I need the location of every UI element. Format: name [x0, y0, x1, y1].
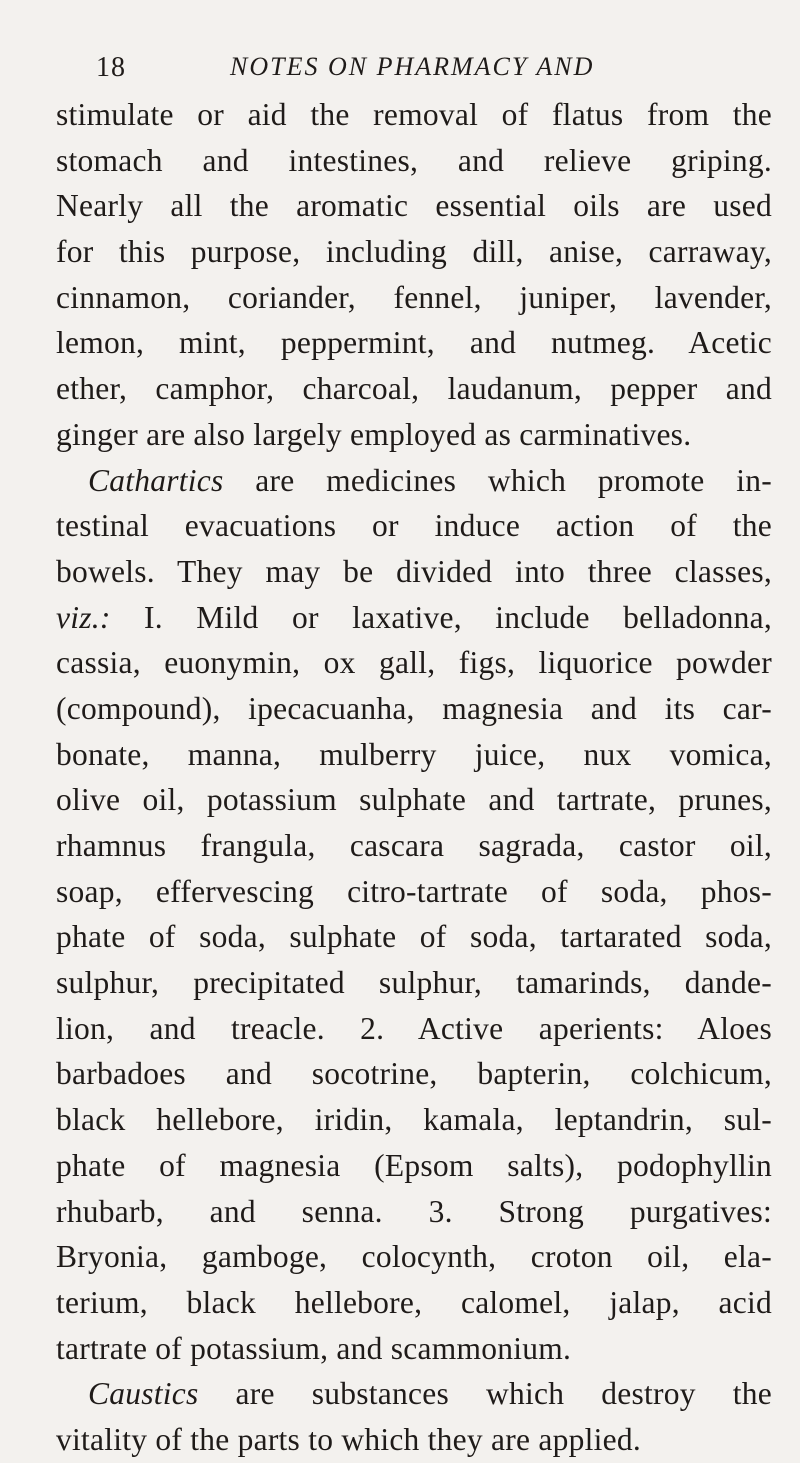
text-line	[56, 1280, 772, 1326]
text-run: are substances which destroy the	[198, 1376, 772, 1412]
italic-term: Cathartics	[88, 462, 224, 498]
text-line	[56, 1417, 772, 1463]
text-line	[56, 320, 772, 366]
text-run: rhamnus frangula, cascara sagrada, castor oil,	[56, 828, 772, 863]
text-line	[56, 1371, 772, 1417]
text-line	[56, 1006, 772, 1052]
text-run: olive oil, potassium sulphate and tartrate, prunes,	[56, 782, 772, 818]
text-line	[56, 412, 772, 458]
text-line	[56, 1189, 772, 1235]
text-run: stomach and intestines, and relieve griping.	[56, 142, 772, 178]
text-line	[56, 503, 772, 549]
text-run: Nearly all the aromatic essential oils are used	[56, 188, 772, 224]
text-run: bowels. They may be divided into three classes,	[56, 553, 772, 589]
text-line	[56, 366, 772, 412]
text-run: cassia, euonymin, ox gall, figs, liquorice powder	[56, 645, 772, 681]
text-line	[56, 92, 772, 138]
text-run: testinal evacuations or induce action of the	[56, 508, 772, 544]
text-run: soap, effervescing citro-tartrate of soda, phos-	[56, 873, 772, 909]
text-line	[56, 183, 772, 229]
text-run: terium, black hellebore, calomel, jalap, acid	[56, 1284, 772, 1320]
page-header	[96, 52, 772, 92]
text-line	[56, 138, 772, 184]
text-line	[56, 640, 772, 686]
text-run: I. Mild or laxative, include belladonna,	[110, 599, 772, 635]
text-line	[56, 823, 772, 869]
text-line	[56, 869, 772, 915]
text-line	[56, 275, 772, 321]
text-run: Bryonia, gamboge, colocynth, croton oil, ela-	[56, 1239, 772, 1275]
text-line	[56, 1097, 772, 1143]
text-run: barbadoes and socotrine, bapterin, colchicum,	[56, 1056, 772, 1092]
text-run: phate of magnesia (Epsom salts), podophyllin	[56, 1147, 772, 1183]
body-text	[56, 92, 772, 1463]
text-line	[56, 686, 772, 732]
text-run: phate of soda, sulphate of soda, tartarated soda,	[56, 919, 772, 955]
text-run: ether, camphor, charcoal, laudanum, pepper and	[56, 371, 772, 407]
text-run: (compound), ipecacuanha, magnesia and its car-	[56, 690, 772, 726]
text-line	[56, 777, 772, 823]
text-line	[56, 595, 772, 641]
text-run: lion, and treacle. 2. Active aperients: Aloes	[56, 1010, 772, 1046]
text-line	[56, 1234, 772, 1280]
italic-term: viz.:	[56, 599, 111, 635]
text-line	[56, 732, 772, 778]
text-line	[56, 960, 772, 1006]
text-line	[56, 1326, 772, 1372]
text-run: cinnamon, coriander, fennel, juniper, lavender,	[56, 279, 772, 315]
text-run: tartrate of potassium, and scammonium.	[56, 1330, 572, 1366]
text-line	[56, 1143, 772, 1189]
text-run: black hellebore, iridin, kamala, leptandrin, sul-	[56, 1102, 772, 1138]
page-number: 18	[96, 52, 126, 83]
text-line	[56, 914, 772, 960]
text-run: bonate, manna, mulberry juice, nux vomica,	[56, 736, 772, 772]
text-line	[56, 1051, 772, 1097]
text-line	[56, 458, 772, 504]
text-run: lemon, mint, peppermint, and nutmeg. Acetic	[56, 325, 772, 361]
text-run: sulphur, precipitated sulphur, tamarinds, dande-	[56, 965, 772, 1001]
italic-term: Caustics	[88, 1376, 199, 1412]
text-run: stimulate or aid the removal of flatus from the	[56, 97, 772, 132]
text-run: vitality of the parts to which they are applied.	[56, 1421, 641, 1457]
text-line	[56, 229, 772, 275]
text-line	[56, 549, 772, 595]
text-run: for this purpose, including dill, anise, carraway,	[56, 234, 772, 270]
running-head: NOTES ON PHARMACY AND	[230, 52, 595, 81]
text-run: rhubarb, and senna. 3. Strong purgatives:	[56, 1193, 772, 1229]
text-run: ginger are also largely employed as carminatives.	[56, 416, 692, 452]
text-run: are medicines which promote in-	[223, 462, 772, 498]
